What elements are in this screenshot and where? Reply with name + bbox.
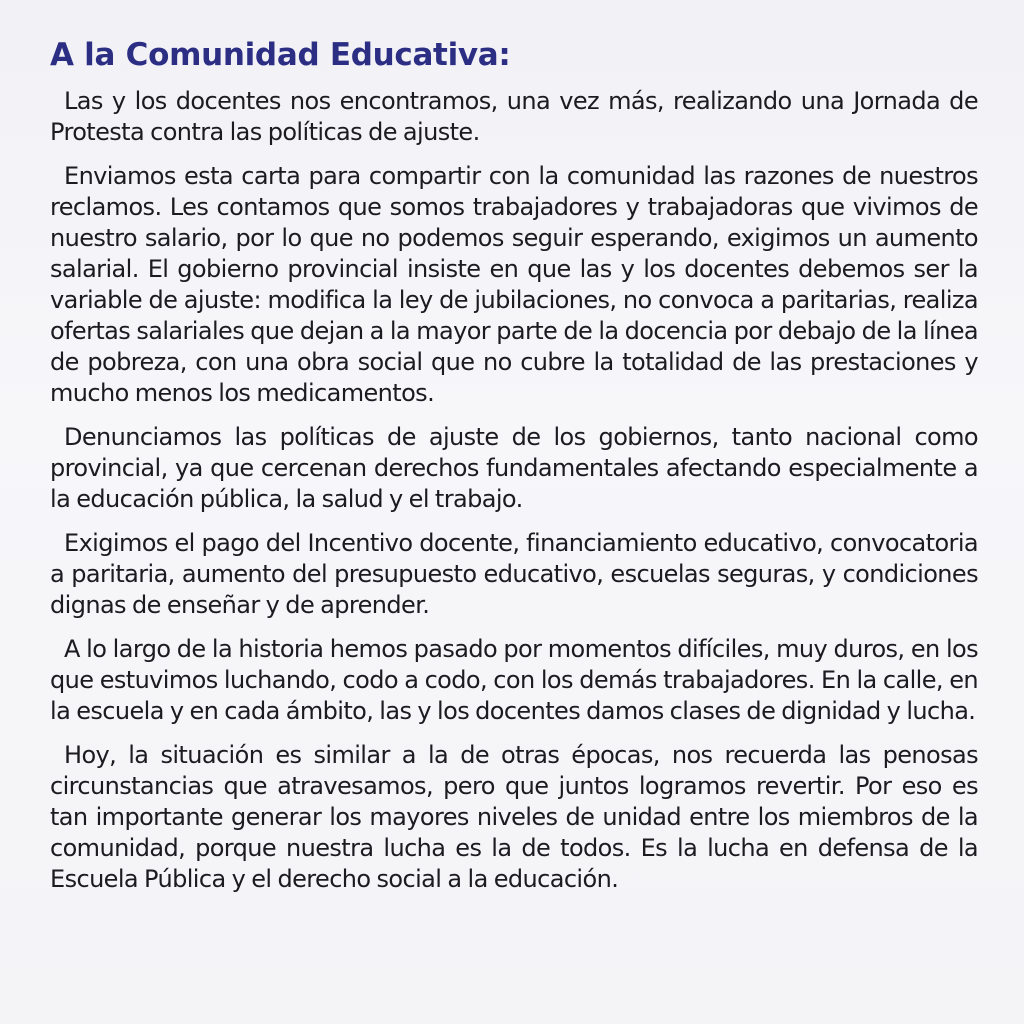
letter-paragraph-5: A lo largo de la historia hemos pasado por momentos difíciles, muy duros, en los que estuvimos luchando, codo a codo, con los demás trabajadores. En la calle, en la escuela y en cada ámbito, las y los docentes damos clases de dignidad y lucha. bbox=[50, 634, 978, 725]
letter-paragraph-4: Exigimos el pago del Incentivo docente, financiamiento educativo, convocatoria a paritaria, aumento del presupuesto educativo, escuelas seguras, y condiciones dignas de enseñar y de aprender. bbox=[50, 528, 978, 619]
letter-paragraph-2: Enviamos esta carta para compartir con la comunidad las razones de nuestros reclamos. Les contamos que somos trabajadores y trabajadoras que vivimos de nuestro salario, por lo que no podemos seguir esperando, exigimos un aumento salarial. El gobierno provincial insiste en que las y los docentes debemos ser la variable de ajuste: modifica la ley de jubilaciones, no convoca a paritarias, realiza ofertas salariales que dejan a la mayor parte de la docencia por debajo de la línea de pobreza, con una obra social que no cubre la totalidad de las prestaciones y mucho menos los medicamentos. bbox=[50, 161, 978, 407]
letter-paragraph-3: Denunciamos las políticas de ajuste de los gobiernos, tanto nacional como provincial, ya que cercenan derechos fundamentales afectando especialmente a la educación pública, la salud y el trabajo. bbox=[50, 422, 978, 513]
letter-heading: A la Comunidad Educativa: bbox=[50, 37, 511, 73]
letter-paragraph-1: Las y los docentes nos encontramos, una vez más, realizando una Jornada de Protesta contra las políticas de ajuste. bbox=[50, 86, 978, 146]
letter-paragraph-6: Hoy, la situación es similar a la de otras épocas, nos recuerda las penosas circunstancias que atravesamos, pero que juntos logramos revertir. Por eso es tan importante generar los mayores niveles de unidad entre los miembros de la comunidad, porque nuestra lucha es la de todos. Es la lucha en defensa de la Escuela Pública y el derecho social a la educación. bbox=[50, 740, 978, 893]
